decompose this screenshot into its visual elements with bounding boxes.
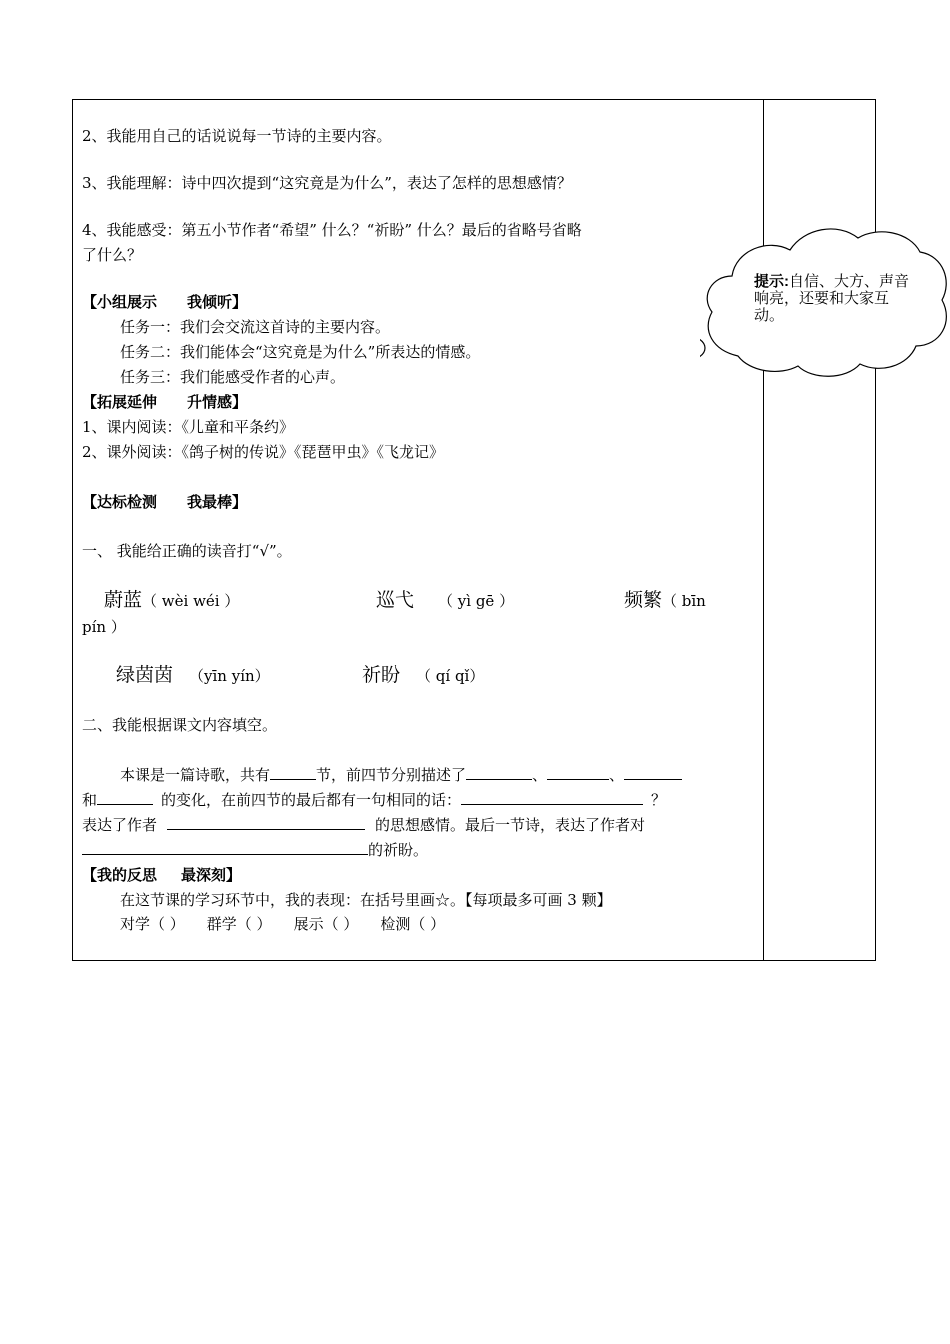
pinyin-item bbox=[376, 590, 514, 611]
question-3: 3、我能理解：诗中四次提到“这究竟是为什么”，表达了怎样的思想感情？ bbox=[82, 174, 572, 192]
rating-item[interactable]: 对学（ ） bbox=[120, 915, 185, 933]
tip-text bbox=[754, 273, 914, 324]
tip-content: 自信、大方、声音响亮，还要和大家互动。 bbox=[754, 273, 910, 324]
fill-line-3 bbox=[82, 815, 645, 835]
blank[interactable] bbox=[167, 815, 365, 830]
test-heading-b: 我最棒】 bbox=[187, 493, 248, 511]
fill-text: 本课是一篇诗歌，共有 bbox=[120, 766, 271, 784]
part-2-instruction: 二、我能根据课文内容填空。 bbox=[82, 716, 278, 734]
group-heading bbox=[82, 292, 247, 312]
question-2: 2、我能用自己的话说说每一节诗的主要内容。 bbox=[82, 127, 392, 145]
pinyin-options: （ yì gē ） bbox=[438, 592, 515, 610]
blank[interactable] bbox=[461, 790, 643, 805]
blank[interactable] bbox=[270, 765, 316, 780]
extend-heading-b: 升情感】 bbox=[187, 393, 248, 411]
task-1: 任务一：我们会交流这首诗的主要内容。 bbox=[120, 318, 391, 336]
word: 绿茵茵 bbox=[116, 664, 174, 686]
blank[interactable] bbox=[624, 765, 682, 780]
pinyin-item bbox=[116, 665, 270, 686]
pinyin-item bbox=[624, 590, 706, 611]
extend-heading-a: 【拓展延伸 bbox=[82, 393, 158, 411]
task-3: 任务三：我们能感受作者的心声。 bbox=[120, 368, 346, 386]
self-rating-row bbox=[120, 914, 445, 934]
extend-heading bbox=[82, 392, 247, 412]
blank[interactable] bbox=[82, 840, 368, 855]
question-4-line2: 了什么？ bbox=[82, 246, 143, 264]
blank[interactable] bbox=[466, 765, 532, 780]
fill-text: 表达了作者 bbox=[82, 816, 158, 834]
word: 蔚蓝 bbox=[104, 589, 143, 611]
pinyin-continuation: pín ） bbox=[82, 618, 126, 636]
pinyin-options: （yīn yín） bbox=[189, 667, 270, 685]
fill-line-4 bbox=[82, 840, 428, 860]
tip-label: 提示: bbox=[754, 273, 789, 290]
fill-text: 和 bbox=[82, 791, 98, 809]
blank[interactable] bbox=[97, 790, 153, 805]
pinyin-item bbox=[362, 665, 484, 686]
group-heading-a: 【小组展示 bbox=[82, 293, 158, 311]
task-2: 任务二：我们能体会“这究竟是为什么”所表达的情感。 bbox=[120, 343, 481, 361]
reading-outside: 2、课外阅读：《鸽子树的传说》《琵琶甲虫》《飞龙记》 bbox=[82, 443, 445, 461]
fill-text: 的思想感情。最后一节诗，表达了作者对 bbox=[375, 816, 646, 834]
fill-line-1: 本课是一篇诗歌，共有 节，前四节分别描述了 、 、 bbox=[120, 765, 682, 785]
word: 祈盼 bbox=[362, 664, 401, 686]
rating-item[interactable]: 检测（ ） bbox=[380, 915, 446, 933]
pinyin-options: （ qí qǐ） bbox=[416, 667, 485, 685]
pinyin-options: （ wèi wéi ） bbox=[142, 592, 240, 610]
reflect-heading-b: 最深刻】 bbox=[181, 866, 242, 884]
reflect-heading bbox=[82, 865, 241, 885]
word: 频繁 bbox=[624, 589, 663, 611]
test-heading bbox=[82, 492, 247, 512]
rating-item[interactable]: 群学（ ） bbox=[206, 915, 272, 933]
rating-item[interactable]: 展示（ ） bbox=[293, 915, 359, 933]
word: 巡弋 bbox=[376, 589, 415, 611]
reflect-heading-a: 【我的反思 bbox=[82, 866, 158, 884]
part-1-instruction: 一、 我能给正确的读音打“√”。 bbox=[82, 542, 292, 560]
test-heading-a: 【达标检测 bbox=[82, 493, 158, 511]
group-heading-b: 我倾听】 bbox=[187, 293, 248, 311]
fill-text: 节，前四节分别描述了 bbox=[316, 766, 467, 784]
reading-in-class: 1、课内阅读：《儿童和平条约》 bbox=[82, 418, 295, 436]
pinyin-options: （ bīn bbox=[662, 592, 706, 610]
pinyin-item bbox=[104, 590, 239, 611]
fill-text: ？ bbox=[651, 791, 667, 809]
blank[interactable] bbox=[547, 765, 609, 780]
fill-text: 的祈盼。 bbox=[368, 841, 429, 859]
fill-text: 的变化，在前四节的最后都有一句相同的话： bbox=[161, 791, 462, 809]
fill-line-2 bbox=[82, 790, 666, 810]
question-4-line1: 4、我能感受：第五小节作者“希望” 什么？“祈盼” 什么？最后的省略号省略 bbox=[82, 221, 582, 239]
reflect-instruction: 在这节课的学习环节中，我的表现：在括号里画☆。【每项最多可画 3 颗】 bbox=[120, 891, 612, 909]
